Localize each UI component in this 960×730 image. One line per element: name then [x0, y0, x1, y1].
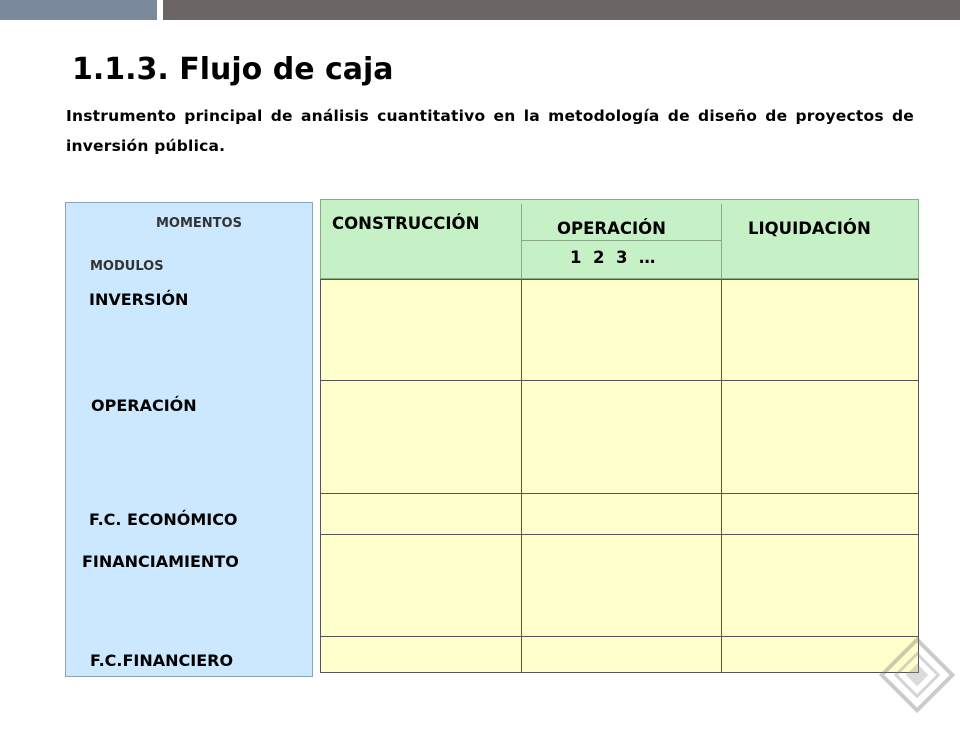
grid-cell	[721, 380, 919, 494]
row-label-financiamiento: FINANCIAMIENTO	[82, 552, 239, 571]
grid-cell	[721, 493, 919, 535]
operacion-periods: 1 2 3 …	[570, 248, 656, 267]
operacion-periods-divider	[521, 240, 722, 241]
operacion-header-divider-right	[721, 204, 722, 279]
page-subtitle: Instrumento principal de análisis cuantitativo en la metodología de diseño de proyectos de inversión pública.	[66, 107, 914, 155]
row-label-fc-financiero: F.C.FINANCIERO	[90, 651, 234, 670]
corner-logo-icon	[855, 620, 960, 730]
operacion-header-divider-left	[521, 204, 522, 279]
grid-cell	[521, 534, 722, 637]
row-label-fc-economico: F.C. ECONÓMICO	[89, 510, 238, 529]
top-bar-right	[163, 0, 960, 20]
column-header-liquidacion: LIQUIDACIÓN	[748, 219, 871, 238]
grid-cell	[521, 636, 722, 673]
row-label-operacion: OPERACIÓN	[91, 396, 197, 415]
grid-cell	[521, 279, 722, 381]
row-label-inversion: INVERSIÓN	[89, 290, 189, 309]
grid-cell	[320, 380, 522, 494]
column-header-operacion: OPERACIÓN	[557, 219, 666, 238]
grid-cell	[320, 534, 522, 637]
grid-cell	[521, 493, 722, 535]
column-header-row	[320, 199, 919, 279]
page-title: 1.1.3. Flujo de caja	[72, 52, 394, 87]
top-bar-left	[0, 0, 157, 20]
grid-cell	[320, 493, 522, 535]
corner-label-modulos: MODULOS	[90, 259, 164, 274]
column-header-construccion: CONSTRUCCIÓN	[332, 214, 480, 233]
grid-cell	[320, 279, 522, 381]
grid-cell	[721, 279, 919, 381]
corner-label-momentos: MOMENTOS	[156, 216, 242, 231]
grid-cell	[320, 636, 522, 673]
grid-cell	[521, 380, 722, 494]
